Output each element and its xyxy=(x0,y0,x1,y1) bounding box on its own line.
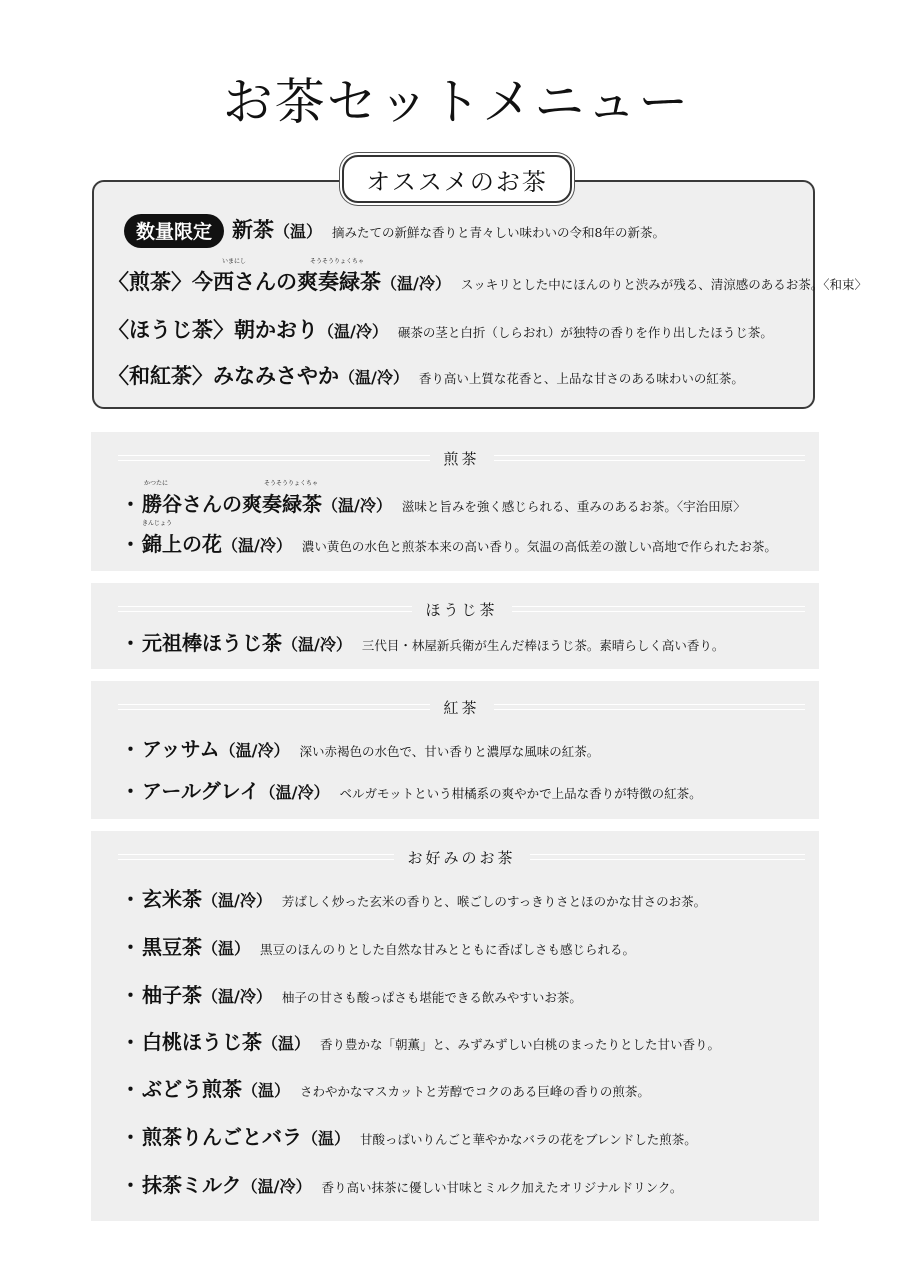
page-title: お茶セットメニュー xyxy=(222,73,691,131)
featured-item xyxy=(108,360,744,390)
item-name xyxy=(142,480,323,517)
item-ruby: そうそうりょくちゃ xyxy=(310,258,365,265)
bullet: ・ xyxy=(121,1175,141,1197)
item-name: 煎茶りんごとバラ xyxy=(142,1125,303,1149)
section-sencha xyxy=(91,432,819,571)
item-name: 抹茶ミルク xyxy=(142,1173,242,1197)
item-name-text: 今西さんの爽奏緑茶 xyxy=(192,269,381,294)
item-temp: （温/冷） xyxy=(282,635,352,654)
section-header xyxy=(118,601,805,617)
item-desc: さわやかなマスカットと芳醇でコクのある巨峰の香りの煎茶。 xyxy=(300,1084,650,1099)
item-temp: （温） xyxy=(274,222,323,241)
menu-item xyxy=(121,520,777,557)
item-temp: （温/冷） xyxy=(339,368,409,387)
item-temp: （温） xyxy=(302,1129,351,1148)
bullet: ・ xyxy=(121,1032,141,1054)
item-desc: 碾茶の茎と白折（しらおれ）が独特の香りを作り出したほうじ茶。 xyxy=(397,325,773,340)
item-name: ぶどう煎茶 xyxy=(142,1077,243,1101)
menu-item xyxy=(121,931,635,960)
item-temp: （温/冷） xyxy=(202,891,272,910)
divider xyxy=(118,606,412,612)
item-desc: 香り高い抹茶に優しい甘味とミルク加えたオリジナルドリンク。 xyxy=(321,1180,683,1195)
item-temp: （温） xyxy=(262,1034,311,1053)
item-name: 白桃ほうじ茶 xyxy=(142,1030,263,1054)
menu-item xyxy=(121,1073,650,1102)
item-category: 〈和紅茶〉 xyxy=(108,363,213,388)
menu-item xyxy=(121,883,706,912)
item-desc: 滋味と旨みを強く感じられる、重みのあるお茶。〈宇治田原〉 xyxy=(401,499,746,514)
bullet: ・ xyxy=(121,1079,141,1101)
divider xyxy=(118,854,394,860)
section-title: 煎茶 xyxy=(443,449,480,468)
item-name: アッサム xyxy=(142,737,220,761)
item-desc: 黒豆のほんのりとした自然な甘みとともに香ばしさも感じられる。 xyxy=(260,942,636,957)
item-temp: （温/冷） xyxy=(259,783,330,802)
item-temp: （温/冷） xyxy=(381,274,451,293)
item-desc: 摘みたての新鮮な香りと青々しい味わいの令和8年の新茶。 xyxy=(332,225,665,240)
menu-item xyxy=(121,1026,720,1055)
item-name xyxy=(142,520,223,557)
bullet: ・ xyxy=(121,534,141,556)
item-desc: ベルガモットという柑橘系の爽やかで上品な香りが特徴の紅茶。 xyxy=(339,786,702,801)
section-hojicha xyxy=(91,583,819,669)
section-title: ほうじ茶 xyxy=(425,600,498,619)
menu-item xyxy=(121,627,724,656)
divider xyxy=(494,704,806,710)
item-name xyxy=(192,258,381,296)
item-temp: （温） xyxy=(242,1081,291,1100)
item-name-text: 勝谷さんの爽奏緑茶 xyxy=(142,492,323,516)
divider xyxy=(118,455,430,461)
featured-item xyxy=(124,214,665,248)
item-desc: 深い赤褐色の水色で、甘い香りと濃厚な風味の紅茶。 xyxy=(299,744,600,759)
section-okonomi xyxy=(91,831,819,1221)
section-header xyxy=(118,849,805,865)
item-name: 朝かおり xyxy=(234,317,318,342)
item-desc: 柚子の甘さも酸っぱさも堪能できる飲みやすいお茶。 xyxy=(281,990,582,1005)
menu-item xyxy=(121,979,582,1008)
item-ruby: きんじょう xyxy=(142,520,173,527)
item-name: 黒豆茶 xyxy=(142,935,203,959)
divider xyxy=(118,704,430,710)
menu-item xyxy=(121,1169,682,1198)
menu-item xyxy=(121,480,746,517)
section-kocha xyxy=(91,681,819,819)
menu-item xyxy=(121,775,702,804)
item-category: 〈煎茶〉 xyxy=(108,269,192,294)
item-desc: 香り豊かな「朝薫」と、みずみずしい白桃のまったりとした甘い香り。 xyxy=(320,1037,721,1052)
item-ruby: いまにし xyxy=(222,258,247,265)
divider xyxy=(494,455,806,461)
bullet: ・ xyxy=(121,633,141,655)
item-name: 元祖棒ほうじ茶 xyxy=(142,631,283,655)
section-title: お好みのお茶 xyxy=(407,848,516,867)
featured-item xyxy=(108,258,867,296)
bullet: ・ xyxy=(121,494,141,516)
item-name: 玄米茶 xyxy=(142,887,203,911)
item-desc: 香り高い上質な花香と、上品な甘さのある味わいの紅茶。 xyxy=(418,371,744,386)
section-header xyxy=(118,699,805,715)
item-name-text: 錦上の花 xyxy=(142,532,223,556)
item-temp: （温/冷） xyxy=(322,496,392,515)
item-temp: （温/冷） xyxy=(219,741,290,760)
featured-box xyxy=(92,180,867,409)
bullet: ・ xyxy=(121,985,141,1007)
item-name: アールグレイ xyxy=(142,779,260,803)
item-desc: 三代目・林屋新兵衛が生んだ棒ほうじ茶。素晴らしく高い香り。 xyxy=(361,638,725,653)
item-ruby: そうそうりょくちゃ xyxy=(264,480,319,487)
item-temp: （温/冷） xyxy=(241,1177,312,1196)
item-temp: （温/冷） xyxy=(318,322,388,341)
divider xyxy=(512,606,806,612)
bullet: ・ xyxy=(121,781,141,803)
item-temp: （温/冷） xyxy=(202,987,272,1006)
menu-item xyxy=(121,733,599,762)
bullet: ・ xyxy=(121,739,141,761)
item-category: 〈ほうじ茶〉 xyxy=(108,317,234,342)
item-desc: 芳ばしく炒った玄米の香りと、喉ごしのすっきりさとほのかな甘さのお茶。 xyxy=(281,894,707,909)
featured-tag: オススメのお茶 xyxy=(342,155,572,203)
bullet: ・ xyxy=(121,1127,141,1149)
section-title: 紅茶 xyxy=(443,698,480,717)
item-desc: 甘酸っぱいりんごと華やかなバラの花をブレンドした煎茶。 xyxy=(360,1132,697,1147)
item-desc: スッキリとした中にほんのりと渋みが残る、清涼感のあるお茶。〈和束〉 xyxy=(460,277,867,292)
item-name: 新茶 xyxy=(232,217,275,242)
bullet: ・ xyxy=(121,889,141,911)
section-header xyxy=(118,450,805,466)
featured-item xyxy=(108,314,773,344)
bullet: ・ xyxy=(121,937,141,959)
divider xyxy=(530,854,806,860)
item-name: みなみさやか xyxy=(213,363,339,388)
item-name: 柚子茶 xyxy=(142,983,203,1007)
item-temp: （温/冷） xyxy=(222,536,292,555)
item-desc: 濃い黄色の水色と煎茶本来の高い香り。気温の高低差の激しい高地で作られたお茶。 xyxy=(301,539,777,554)
item-ruby: かつたに xyxy=(144,480,169,487)
limited-badge: 数量限定 xyxy=(124,214,224,248)
menu-item xyxy=(121,1121,697,1150)
item-temp: （温） xyxy=(202,939,251,958)
